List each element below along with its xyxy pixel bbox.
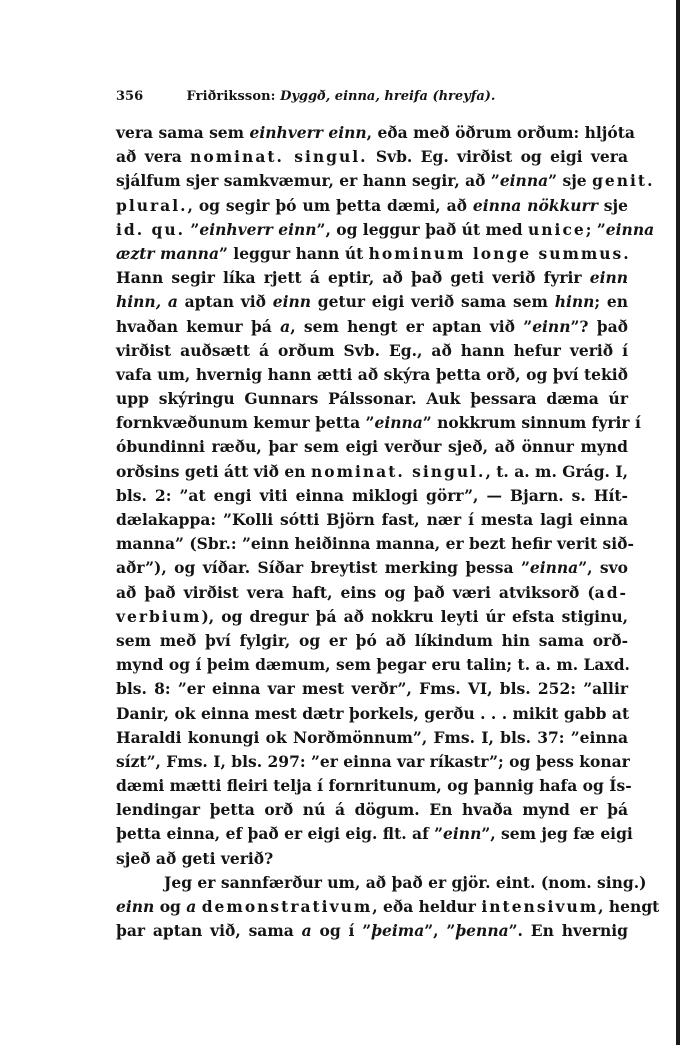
text-segment: , eða með öðrum orðum: hljóta — [366, 123, 635, 142]
text-line — [116, 702, 628, 726]
text-line — [116, 532, 634, 556]
italic-term: hinn — [554, 292, 595, 312]
text-segment: , eða heldur — [372, 897, 482, 916]
text-line — [116, 435, 628, 459]
text-segment: þetta einna, ef það er eigi eig. flt. af ” — [116, 824, 444, 844]
text-segment: getur eigi verið sama sem — [311, 292, 555, 312]
text-line — [116, 581, 628, 605]
spaced-term: unice — [528, 219, 586, 239]
text-segment: , og segir þó um þetta dæmi, að — [187, 195, 473, 215]
text-segment: dælakappa: ”Kolli sótti Björn fast, nær í mesta lagi einna — [116, 510, 628, 529]
italic-term: einn — [443, 824, 482, 844]
text-segment: sje — [597, 195, 629, 215]
text-segment: vafa um, hvernig hann ætti að skýra þetta orð, og því tekið — [116, 364, 628, 384]
spaced-term: hominum longe summus. — [368, 243, 631, 263]
text-segment: ” nokkrum sinnum fyrir í — [422, 413, 641, 433]
text-line — [116, 266, 628, 290]
text-segment: sízt”, Fms. I, bls. 297: ”er einna var ríkastr”; og þess konar — [116, 751, 630, 771]
text-line — [116, 822, 633, 846]
text-segment: sjeð að geti verið? — [116, 848, 274, 868]
spaced-term: plural. — [116, 195, 188, 215]
text-line — [116, 121, 635, 145]
text-segment: ” leggur hann út — [219, 243, 369, 263]
text-segment: bls. 2: ”at engi viti einna miklogi görr”, — Bjarn. s. Hít- — [116, 485, 628, 505]
page-edge — [676, 0, 680, 1045]
text-segment: aðr”), og víðar. Síðar breytist merking þessa ” — [116, 558, 530, 578]
text-line — [116, 774, 632, 798]
text-segment: og í ” — [311, 921, 372, 941]
text-segment: virðist auðsætt á orðum Svb. Eg., að hann hefur verið í — [116, 340, 628, 360]
text-segment: sjálfum sjer samkvæmur, er hann segir, að ” — [116, 171, 500, 191]
text-segment: aptan við — [177, 292, 273, 312]
text-segment: Haraldi konungi ok Norðmönnum”, Fms. I, bls. 37: ”einna — [116, 727, 628, 747]
page-number: 356 — [116, 89, 144, 104]
text-line — [116, 387, 628, 411]
italic-term: einhverr einn — [249, 123, 367, 142]
spaced-term: genit. — [592, 171, 655, 191]
text-line — [116, 629, 628, 653]
text-line — [116, 871, 647, 895]
text-segment: að vera — [116, 147, 191, 167]
text-segment: þar aptan við, sama — [116, 921, 302, 941]
text-segment: , hengt — [598, 897, 660, 916]
text-segment: Hann segir líka rjett á eptir, að það geti verið fyrir — [116, 268, 590, 288]
italic-term: einna — [605, 219, 655, 239]
text-segment: að það virðist vera haft, eins og það væri atviksorð ( — [116, 582, 595, 602]
text-segment: ”, svo — [578, 558, 629, 578]
text-line — [116, 677, 628, 701]
text-line — [116, 750, 628, 774]
text-segment: sem með því fylgir, og er þó að líkindum hin sama orð- — [116, 630, 628, 650]
italic-term: einna — [529, 558, 579, 578]
text-segment: lendingar þetta orð nú á dögum. En hvaða mynd er þá — [116, 800, 628, 820]
text-segment: ” sje — [548, 171, 593, 191]
text-line — [116, 339, 628, 363]
text-line — [116, 218, 655, 242]
text-segment: mynd og í þeim dæmum, sem þegar eru talin; t. a. m. Laxd. — [116, 655, 630, 675]
spaced-term: verbium — [116, 606, 202, 626]
text-line — [116, 726, 628, 750]
text-line — [116, 919, 628, 943]
text-line — [116, 895, 660, 919]
spaced-term: intensivum — [481, 897, 599, 916]
italic-term: a — [301, 921, 312, 941]
italic-term: hinn, a — [116, 292, 178, 312]
text-line — [116, 411, 641, 435]
text-line — [116, 145, 628, 169]
text-line — [116, 847, 628, 871]
spaced-term: demonstrativum — [201, 897, 373, 916]
text-segment: , t. a. m. Grág. I, — [485, 461, 628, 481]
text-line — [116, 484, 628, 508]
italic-term: þenna — [455, 921, 509, 941]
running-head-title: Dyggð, einna, hreifa (hreyfa). — [280, 89, 496, 104]
spaced-term: nominat. singul. — [190, 147, 368, 167]
italic-term: einn — [116, 897, 155, 916]
italic-term: a — [280, 316, 291, 336]
text-segment: hvaðan kemur þá — [116, 316, 281, 336]
italic-term: einna — [374, 413, 423, 433]
text-line — [116, 556, 628, 580]
running-head — [116, 89, 566, 104]
text-segment: ; en — [594, 292, 628, 312]
text-segment: bls. 8: ”er einna var mest verðr”, Fms. VI, bls. 252: ”allir — [116, 679, 628, 699]
text-segment: Jeg er sannfærður um, að það er gjör. eint. (nom. sing.) — [164, 872, 647, 892]
italic-term: einna nökkurr — [472, 195, 598, 215]
spaced-term: ad- — [594, 582, 628, 602]
text-line — [116, 169, 655, 193]
text-segment: ; ” — [585, 219, 606, 239]
text-line — [116, 194, 628, 218]
text-segment: og — [154, 897, 187, 916]
italic-term: einna — [499, 171, 549, 191]
text-line — [116, 290, 628, 314]
text-segment: ”. En hvernig — [508, 921, 629, 941]
text-segment: Svb. Eg. virðist og eigi vera — [367, 147, 628, 167]
text-line — [116, 460, 628, 484]
text-line — [116, 242, 631, 266]
spaced-term: nominat. singul. — [310, 461, 486, 481]
text-segment: ”? það — [570, 316, 628, 336]
running-head-author: Friðriksson: — [186, 89, 276, 104]
text-segment: vera sama sem — [116, 123, 250, 142]
text-segment: ”, sem jeg fæ eigi — [481, 824, 633, 844]
text-segment: upp skýringu Gunnars Pálssonar. Auk þessara dæma úr — [116, 389, 628, 409]
text-segment: , sem hengt er aptan við ” — [290, 316, 533, 336]
text-segment: fornkvæðunum kemur þetta ” — [116, 413, 375, 433]
text-line — [116, 798, 628, 822]
spaced-term: id. qu. — [116, 219, 186, 239]
text-segment: ”, ” — [424, 921, 456, 941]
italic-term: einn — [589, 268, 628, 288]
body-text — [116, 121, 660, 943]
text-line — [116, 605, 628, 629]
text-segment: Danir, ok einna mest dætr þorkels, gerðu . . . mikit gabb at — [116, 703, 630, 723]
text-segment: dæmi mætti fleiri telja í fornritunum, og þannig hafa og Ís- — [116, 776, 632, 796]
text-segment: ”, og leggur það út med — [316, 219, 529, 239]
text-segment: orðsins geti átt við en — [116, 461, 311, 481]
italic-term: þeima — [371, 921, 425, 941]
text-segment: óbundinni ræðu, þar sem eigi verður sjeð, að önnur mynd — [116, 437, 628, 457]
text-line — [116, 363, 628, 387]
text-line — [116, 653, 628, 677]
italic-term: einn — [272, 292, 311, 312]
italic-term: einn — [532, 316, 571, 336]
italic-term: æztr manna — [116, 243, 219, 263]
text-line — [116, 508, 628, 532]
text-line — [116, 315, 628, 339]
italic-term: a — [186, 897, 197, 916]
text-segment: manna” (Sbr.: ”einn heiðinna manna, er bezt hefir verit sið- — [116, 534, 634, 554]
text-segment: ” — [185, 219, 200, 239]
italic-term: einhverr einn — [199, 219, 317, 239]
text-segment: ), og dregur þá að nokkru leyti úr efsta stiginu, — [201, 606, 628, 626]
